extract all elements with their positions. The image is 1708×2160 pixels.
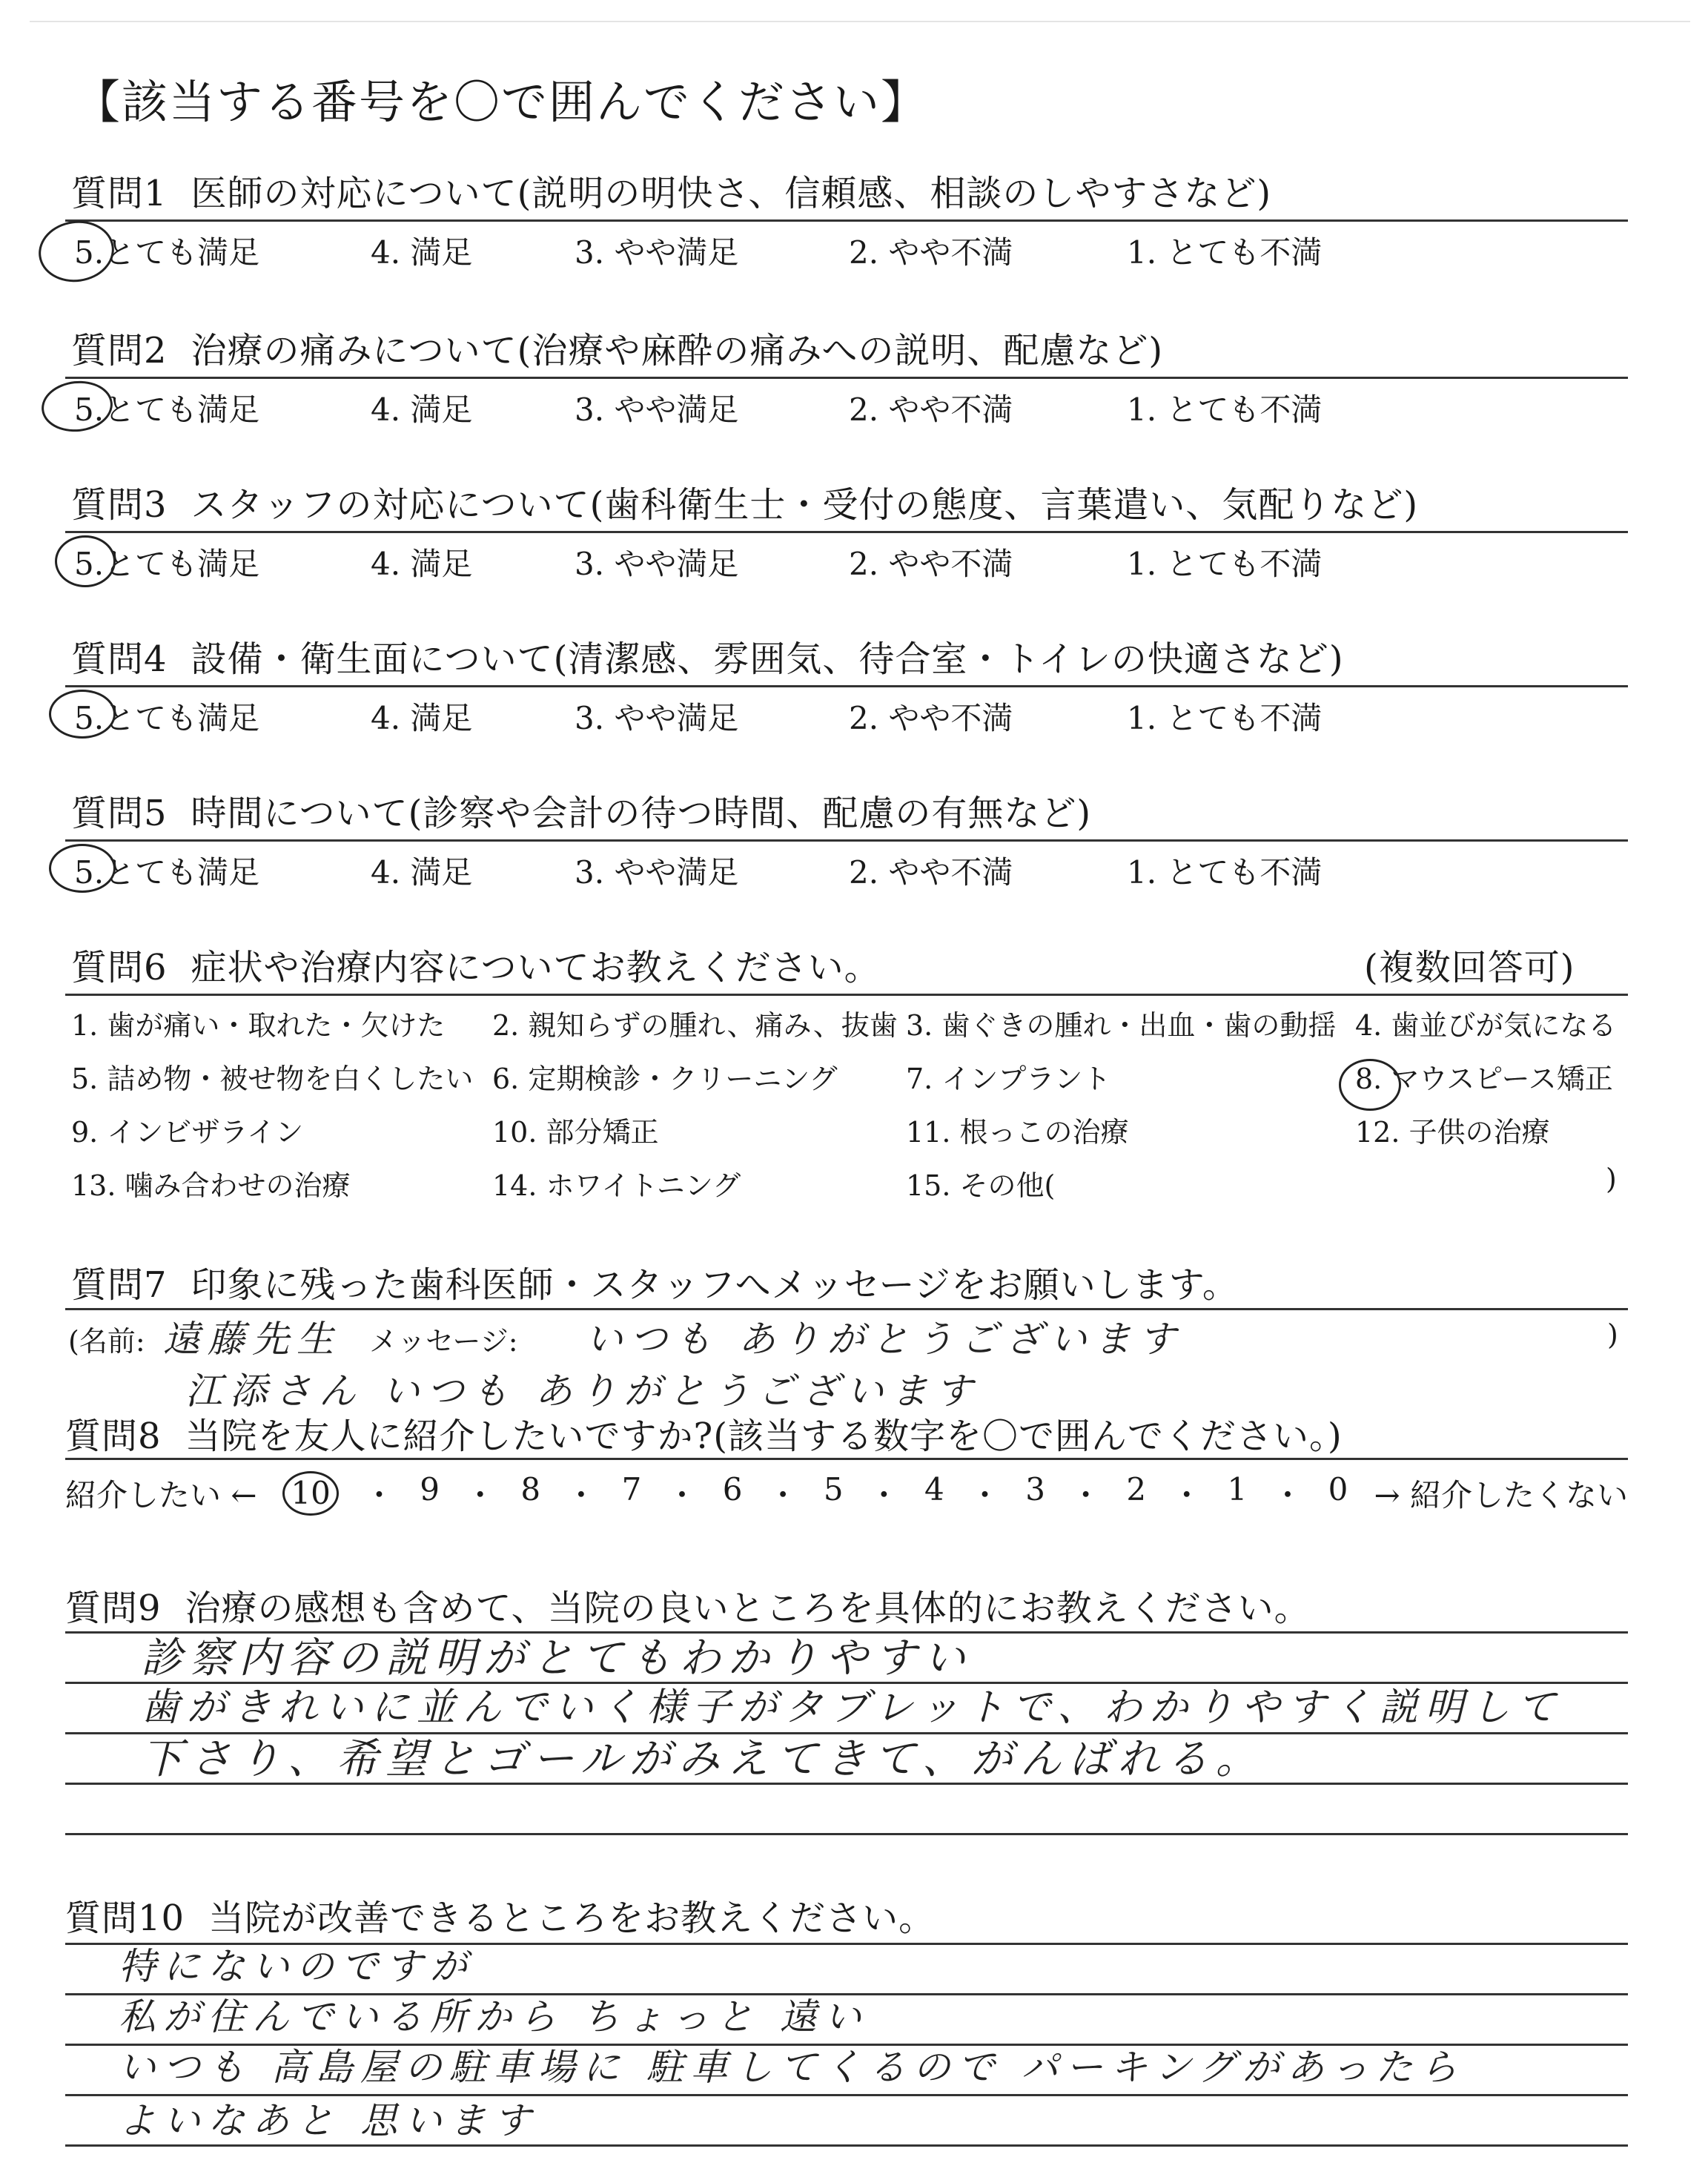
q7-text: 印象に残った歯科医師・スタッフへメッセージをお願いします。: [191, 1264, 1239, 1306]
q5-opt-2[interactable]: 2. やや不満: [849, 854, 1013, 891]
q2-opt-5[interactable]: 5.とても満足: [74, 392, 260, 428]
q3-opt-4[interactable]: 4. 満足: [371, 546, 473, 582]
q1-opt-2[interactable]: 2. やや不満: [849, 234, 1013, 271]
q8-heading: [65, 1407, 1343, 1459]
q4-opt-3[interactable]: 3. やや満足: [575, 700, 739, 736]
q9-hand-line-3: 下さり、希望とゴールがみえてきて、がんばれる。: [141, 1735, 1265, 1783]
q3-label: 質問3: [71, 484, 168, 526]
q2-opt-4[interactable]: 4. 満足: [371, 392, 473, 428]
q8-scale-6[interactable]: 6: [722, 1471, 743, 1507]
q4-label: 質問4: [71, 638, 168, 680]
q4-opt-5[interactable]: 5.とても満足: [74, 700, 260, 736]
q6-rule: [65, 994, 1628, 996]
q1-label: 質問1: [71, 173, 168, 214]
q3-opt-5[interactable]: 5.とても満足: [74, 546, 260, 582]
q3-heading: [71, 476, 1418, 527]
q7-handwritten-message: いつも ありがとうございます: [586, 1318, 1183, 1361]
q6-opt-5[interactable]: 5. 詰め物・被せ物を白くしたい: [71, 1063, 474, 1095]
q8-scale-separator: ・: [565, 1477, 597, 1513]
q2-opt-1[interactable]: 1. とても不満: [1127, 392, 1323, 428]
q6-label: 質問6: [71, 947, 168, 988]
q6-opt-6[interactable]: 6. 定期検診・クリーニング: [492, 1063, 838, 1095]
q9-text: 治療の感想も含めて、当院の良いところを具体的にお教えください。: [185, 1588, 1311, 1629]
q6-opt-15[interactable]: 15. その他(: [906, 1169, 1056, 1202]
q4-selection-circle: [49, 690, 116, 739]
q8-scale-9[interactable]: 9: [420, 1471, 440, 1507]
q1-opt-5[interactable]: 5.とても満足: [74, 234, 260, 271]
q4-opt-2[interactable]: 2. やや不満: [849, 700, 1013, 736]
q9-hand-line-2: 歯がきれいに並んでいく様子がタブレットで、わかりやすく説明して: [141, 1685, 1563, 1730]
q3-opt-3[interactable]: 3. やや満足: [575, 546, 739, 582]
form-title: 【該当する番号を〇で囲んでください】: [74, 75, 929, 129]
q1-opt-3[interactable]: 3. やや満足: [575, 234, 739, 271]
q10-text: 当院が改善できるところをお教えください。: [208, 1898, 936, 1939]
q5-text: 時間について(診察や会計の待つ時間、配慮の有無など): [191, 793, 1092, 834]
q6-text: 症状や治療内容についてお教えください。: [191, 947, 881, 988]
q10-label: 質問10: [65, 1898, 185, 1939]
q10-hand-line-4: よいなあと 思います: [119, 2099, 538, 2142]
q8-scale-5[interactable]: 5: [823, 1471, 844, 1507]
top-edge-line: [30, 21, 1690, 22]
q8-scale-separator: ・: [666, 1477, 698, 1513]
q5-opt-1[interactable]: 1. とても不満: [1127, 854, 1323, 891]
q6-opt-11[interactable]: 11. 根っこの治療: [906, 1116, 1129, 1149]
q6-heading: [71, 939, 881, 990]
q6-opt-12[interactable]: 12. 子供の治療: [1355, 1116, 1550, 1149]
q8-scale: [257, 1471, 1374, 1516]
q10-hand-line-3: いつも 高島屋の駐車場に 駐車してくるので パーキングがあったら: [119, 2046, 1465, 2089]
q8-scale-separator: ・: [767, 1477, 799, 1513]
q4-text: 設備・衛生面について(清潔感、雰囲気、待合室・トイレの快適さなど): [191, 638, 1344, 680]
q5-opt-5[interactable]: 5.とても満足: [74, 854, 260, 891]
q2-label: 質問2: [71, 330, 168, 371]
q7-handwritten-name: 遠藤先生: [163, 1318, 341, 1361]
q8-scale-10[interactable]: 10: [282, 1471, 338, 1516]
q8-scale-separator: ・: [1070, 1477, 1102, 1513]
q10-rule-5: [65, 2144, 1628, 2147]
q2-rule: [65, 377, 1628, 379]
q7-label: 質問7: [71, 1264, 168, 1306]
q8-rule: [65, 1458, 1628, 1460]
q7-name-prefix: (名前:: [68, 1325, 145, 1358]
q3-selection-circle: [55, 535, 116, 587]
q6-opt-1[interactable]: 1. 歯が痛い・取れた・欠けた: [71, 1009, 446, 1042]
q4-heading: [71, 630, 1344, 681]
q8-scale-2[interactable]: 2: [1126, 1471, 1147, 1507]
q5-opt-3[interactable]: 3. やや満足: [575, 854, 739, 891]
q1-opt-1[interactable]: 1. とても不満: [1127, 234, 1323, 271]
q8-scale-separator: ・: [868, 1477, 900, 1513]
q6-opt-3[interactable]: 3. 歯ぐきの腫れ・出血・歯の動揺: [906, 1009, 1337, 1042]
q5-label: 質問5: [71, 793, 168, 834]
q3-rule: [65, 531, 1628, 533]
q1-selection-circle: [35, 216, 118, 286]
q5-heading: [71, 785, 1091, 836]
q8-left-label: 紹介したい ←: [65, 1477, 257, 1513]
q8-scale-separator: ・: [464, 1477, 496, 1513]
q9-heading: [65, 1579, 1311, 1631]
q1-text: 医師の対応について(説明の明快さ、信頼感、相談のしやすさなど): [191, 173, 1272, 214]
q3-opt-1[interactable]: 1. とても不満: [1127, 546, 1323, 582]
q7-close-paren: ): [1607, 1318, 1618, 1351]
q6-opt-2[interactable]: 2. 親知らずの腫れ、痛み、抜歯: [492, 1009, 898, 1042]
q5-selection-circle: [49, 844, 116, 893]
q5-rule: [65, 839, 1628, 842]
q7-handwritten-line2: 江添さん いつも ありがとうございます: [185, 1370, 980, 1413]
q10-heading: [65, 1889, 935, 1941]
q6-opt-15-close: ): [1606, 1163, 1617, 1195]
q3-text: スタッフの対応について(歯科衛生士・受付の態度、言葉遣い、気配りなど): [191, 484, 1419, 526]
q6-opt-7[interactable]: 7. インプラント: [906, 1063, 1111, 1095]
q10-hand-line-2: 私が住んでいる所から ちょっと 遠い: [119, 1995, 869, 2038]
q8-scale-row: [65, 1471, 1628, 1516]
q3-opt-2[interactable]: 2. やや不満: [849, 546, 1013, 582]
q8-scale-separator: ・: [1271, 1477, 1303, 1513]
q8-text: 当院を友人に紹介したいですか?(該当する数字を〇で囲んでください。): [185, 1416, 1343, 1457]
q6-opt-14[interactable]: 14. ホワイトニング: [492, 1169, 741, 1202]
q1-heading: [71, 165, 1271, 216]
q4-opt-4[interactable]: 4. 満足: [371, 700, 473, 736]
q7-message-prefix: メッセージ:: [369, 1325, 518, 1358]
q9-label: 質問9: [65, 1588, 162, 1629]
q9-rule-5: [65, 1833, 1628, 1835]
q2-text: 治療の痛みについて(治療や麻酔の痛みへの説明、配慮など): [191, 330, 1164, 371]
q4-rule: [65, 685, 1628, 687]
q10-hand-line-1: 特にないのですが: [119, 1945, 474, 1988]
q8-scale-separator: ・: [969, 1477, 1001, 1513]
q6-opt-9[interactable]: 9. インビザライン: [71, 1116, 304, 1149]
q8-label: 質問8: [65, 1416, 162, 1457]
q6-opt-13[interactable]: 13. 噛み合わせの治療: [71, 1169, 351, 1202]
q2-opt-2[interactable]: 2. やや不満: [849, 392, 1013, 428]
q8-right-label: → 紹介したくない: [1374, 1477, 1628, 1513]
q8-scale-4[interactable]: 4: [924, 1471, 944, 1507]
q8-scale-separator: ・: [363, 1477, 395, 1513]
q1-opt-4[interactable]: 4. 満足: [371, 234, 473, 271]
q9-hand-line-1: 診察内容の説明がとてもわかりやすい: [141, 1634, 973, 1682]
q5-opt-4[interactable]: 4. 満足: [371, 854, 473, 891]
q1-rule: [65, 219, 1628, 222]
q6-opt-8[interactable]: 8. マウスピース矯正: [1355, 1063, 1613, 1095]
q8-scale-separator: ・: [1171, 1477, 1202, 1513]
q6-opt-4[interactable]: 4. 歯並びが気になる: [1355, 1009, 1617, 1042]
q6-multiple-note: (複数回答可): [1364, 947, 1575, 988]
q6-selection-circle: [1339, 1059, 1401, 1111]
q4-opt-1[interactable]: 1. とても不満: [1127, 700, 1323, 736]
q8-scale-1[interactable]: 1: [1227, 1471, 1248, 1507]
q8-scale-0[interactable]: 0: [1328, 1471, 1348, 1507]
q6-opt-10[interactable]: 10. 部分矯正: [492, 1116, 659, 1149]
q2-heading: [71, 322, 1163, 373]
q8-scale-8[interactable]: 8: [520, 1471, 541, 1507]
q8-scale-7[interactable]: 7: [621, 1471, 642, 1507]
q7-heading: [71, 1256, 1239, 1307]
q2-opt-3[interactable]: 3. やや満足: [575, 392, 739, 428]
q8-scale-3[interactable]: 3: [1025, 1471, 1045, 1507]
